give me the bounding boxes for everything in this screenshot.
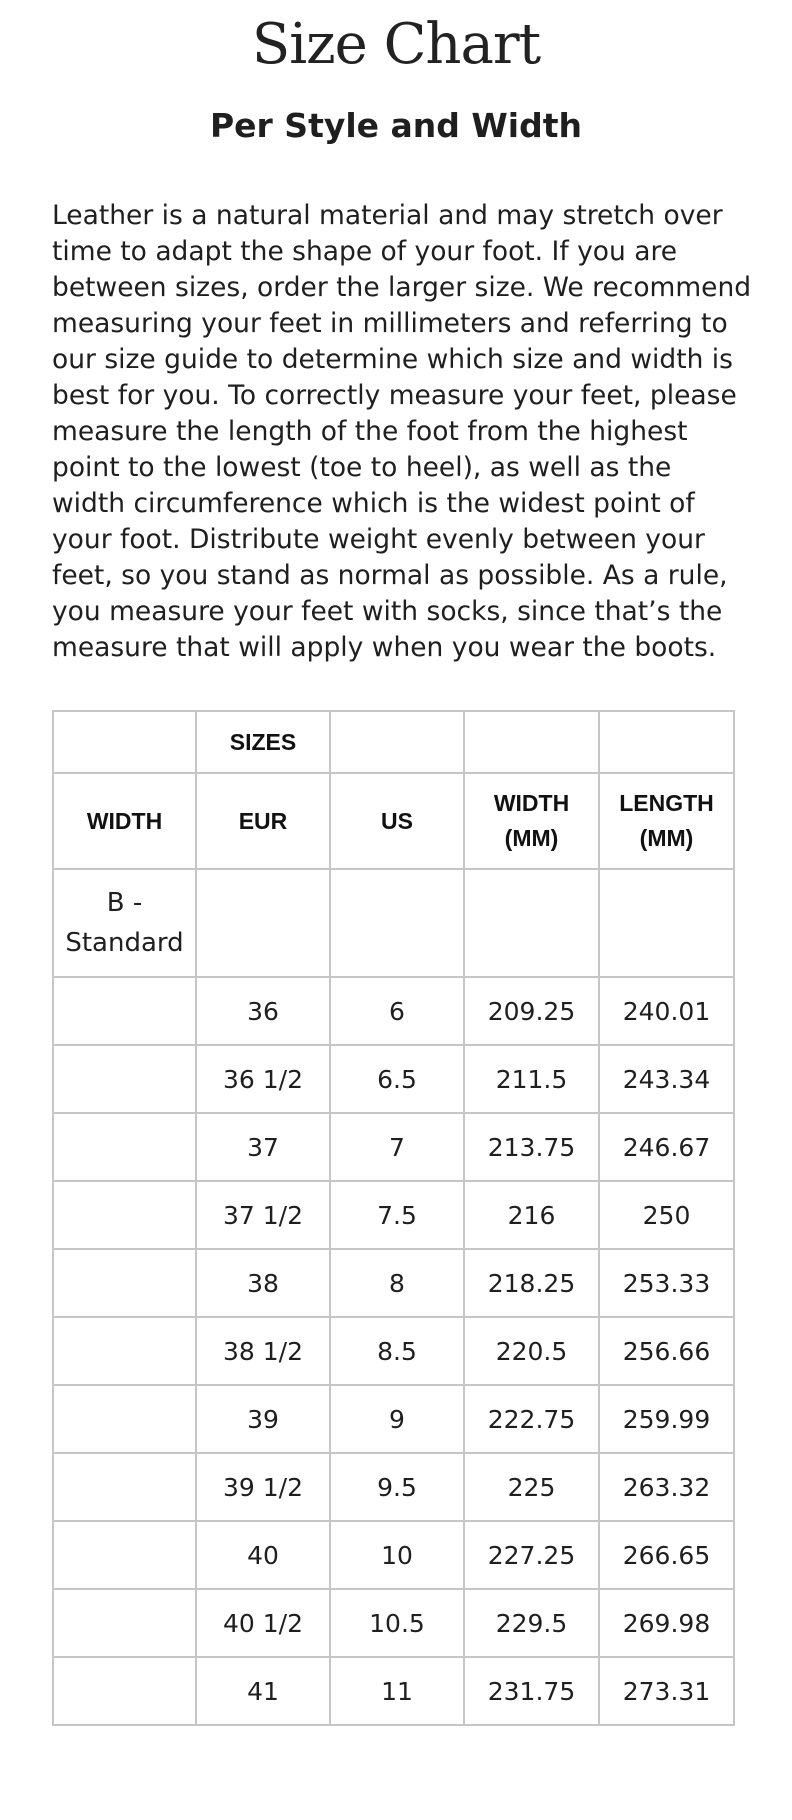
width-cell [53,1249,196,1317]
table-cell-empty [599,869,734,977]
width-mm-cell: 211.5 [464,1045,599,1113]
us-size-cell: 10 [330,1521,464,1589]
column-header-eur: EUR [196,773,330,869]
table-row [53,1657,734,1725]
table-row [53,1521,734,1589]
length-mm-cell: 246.67 [599,1113,734,1181]
width-group-label: B - Standard [53,869,196,977]
table-row [53,1385,734,1453]
width-cell [53,1521,196,1589]
width-mm-cell: 225 [464,1453,599,1521]
eur-size-cell: 40 1/2 [196,1589,330,1657]
length-mm-cell: 259.99 [599,1385,734,1453]
eur-size-cell: 36 [196,977,330,1045]
width-cell [53,1045,196,1113]
length-mm-cell: 256.66 [599,1317,734,1385]
us-size-cell: 6.5 [330,1045,464,1113]
us-size-cell: 8 [330,1249,464,1317]
table-row [53,1113,734,1181]
us-size-cell: 11 [330,1657,464,1725]
length-mm-cell: 273.31 [599,1657,734,1725]
table-row [53,1249,734,1317]
width-mm-cell: 222.75 [464,1385,599,1453]
width-mm-cell: 216 [464,1181,599,1249]
eur-size-cell: 38 [196,1249,330,1317]
width-cell [53,1453,196,1521]
length-mm-cell: 269.98 [599,1589,734,1657]
size-table [52,710,735,1726]
width-mm-cell: 231.75 [464,1657,599,1725]
table-cell-empty [330,869,464,977]
eur-size-cell: 39 1/2 [196,1453,330,1521]
width-mm-cell: 220.5 [464,1317,599,1385]
us-size-cell: 7 [330,1113,464,1181]
table-cell-empty [53,711,196,773]
column-header-length-mm: LENGTH (MM) [599,773,734,869]
width-cell [53,1317,196,1385]
table-row [53,1317,734,1385]
length-mm-cell: 266.65 [599,1521,734,1589]
sizes-group-header: SIZES [196,711,330,773]
table-column-header-row [53,773,734,869]
width-cell [53,1113,196,1181]
page-subtitle: Per Style and Width [209,106,583,145]
column-header-width-mm: WIDTH (MM) [464,773,599,869]
width-cell [53,1181,196,1249]
us-size-cell: 7.5 [330,1181,464,1249]
length-mm-cell: 243.34 [599,1045,734,1113]
width-cell [53,1589,196,1657]
column-header-us: US [330,773,464,869]
us-size-cell: 6 [330,977,464,1045]
eur-size-cell: 40 [196,1521,330,1589]
us-size-cell: 9 [330,1385,464,1453]
width-cell [53,977,196,1045]
us-size-cell: 9.5 [330,1453,464,1521]
table-cell-empty [196,869,330,977]
width-mm-cell: 227.25 [464,1521,599,1589]
eur-size-cell: 37 1/2 [196,1181,330,1249]
intro-paragraph: Leather is a natural material and may stretch over time to adapt the shape of your foot. If you are between sizes, order the larger size. We recommend measuring your feet in millimeters and referring to our size guide to determine which size and width is best for you. To correctly measure your feet, please measure the length of the foot from the highest point to the lowest (toe to heel), as well as the width circumference which is the widest point of your foot. Distribute weight evenly between your feet, so you stand as normal as possible. As a rule, you measure your feet with socks, since that’s the measure that will apply when you wear the boots. [52,200,752,663]
table-cell-empty [464,711,599,773]
table-row [53,977,734,1045]
width-cell [53,1385,196,1453]
table-cell-empty [464,869,599,977]
page-title: Size Chart [251,12,541,77]
length-mm-cell: 250 [599,1181,734,1249]
column-header-width: WIDTH [53,773,196,869]
eur-size-cell: 37 [196,1113,330,1181]
width-mm-cell: 218.25 [464,1249,599,1317]
eur-size-cell: 41 [196,1657,330,1725]
table-row [53,1453,734,1521]
length-mm-cell: 240.01 [599,977,734,1045]
eur-size-cell: 39 [196,1385,330,1453]
length-mm-cell: 263.32 [599,1453,734,1521]
width-mm-cell: 229.5 [464,1589,599,1657]
table-row [53,1589,734,1657]
us-size-cell: 8.5 [330,1317,464,1385]
table-row [53,1181,734,1249]
eur-size-cell: 38 1/2 [196,1317,330,1385]
table-cell-empty [330,711,464,773]
width-cell [53,1657,196,1725]
length-mm-cell: 253.33 [599,1249,734,1317]
table-group-header-row [53,711,734,773]
width-mm-cell: 209.25 [464,977,599,1045]
us-size-cell: 10.5 [330,1589,464,1657]
eur-size-cell: 36 1/2 [196,1045,330,1113]
table-row [53,1045,734,1113]
width-group-row [53,869,734,977]
width-mm-cell: 213.75 [464,1113,599,1181]
table-cell-empty [599,711,734,773]
